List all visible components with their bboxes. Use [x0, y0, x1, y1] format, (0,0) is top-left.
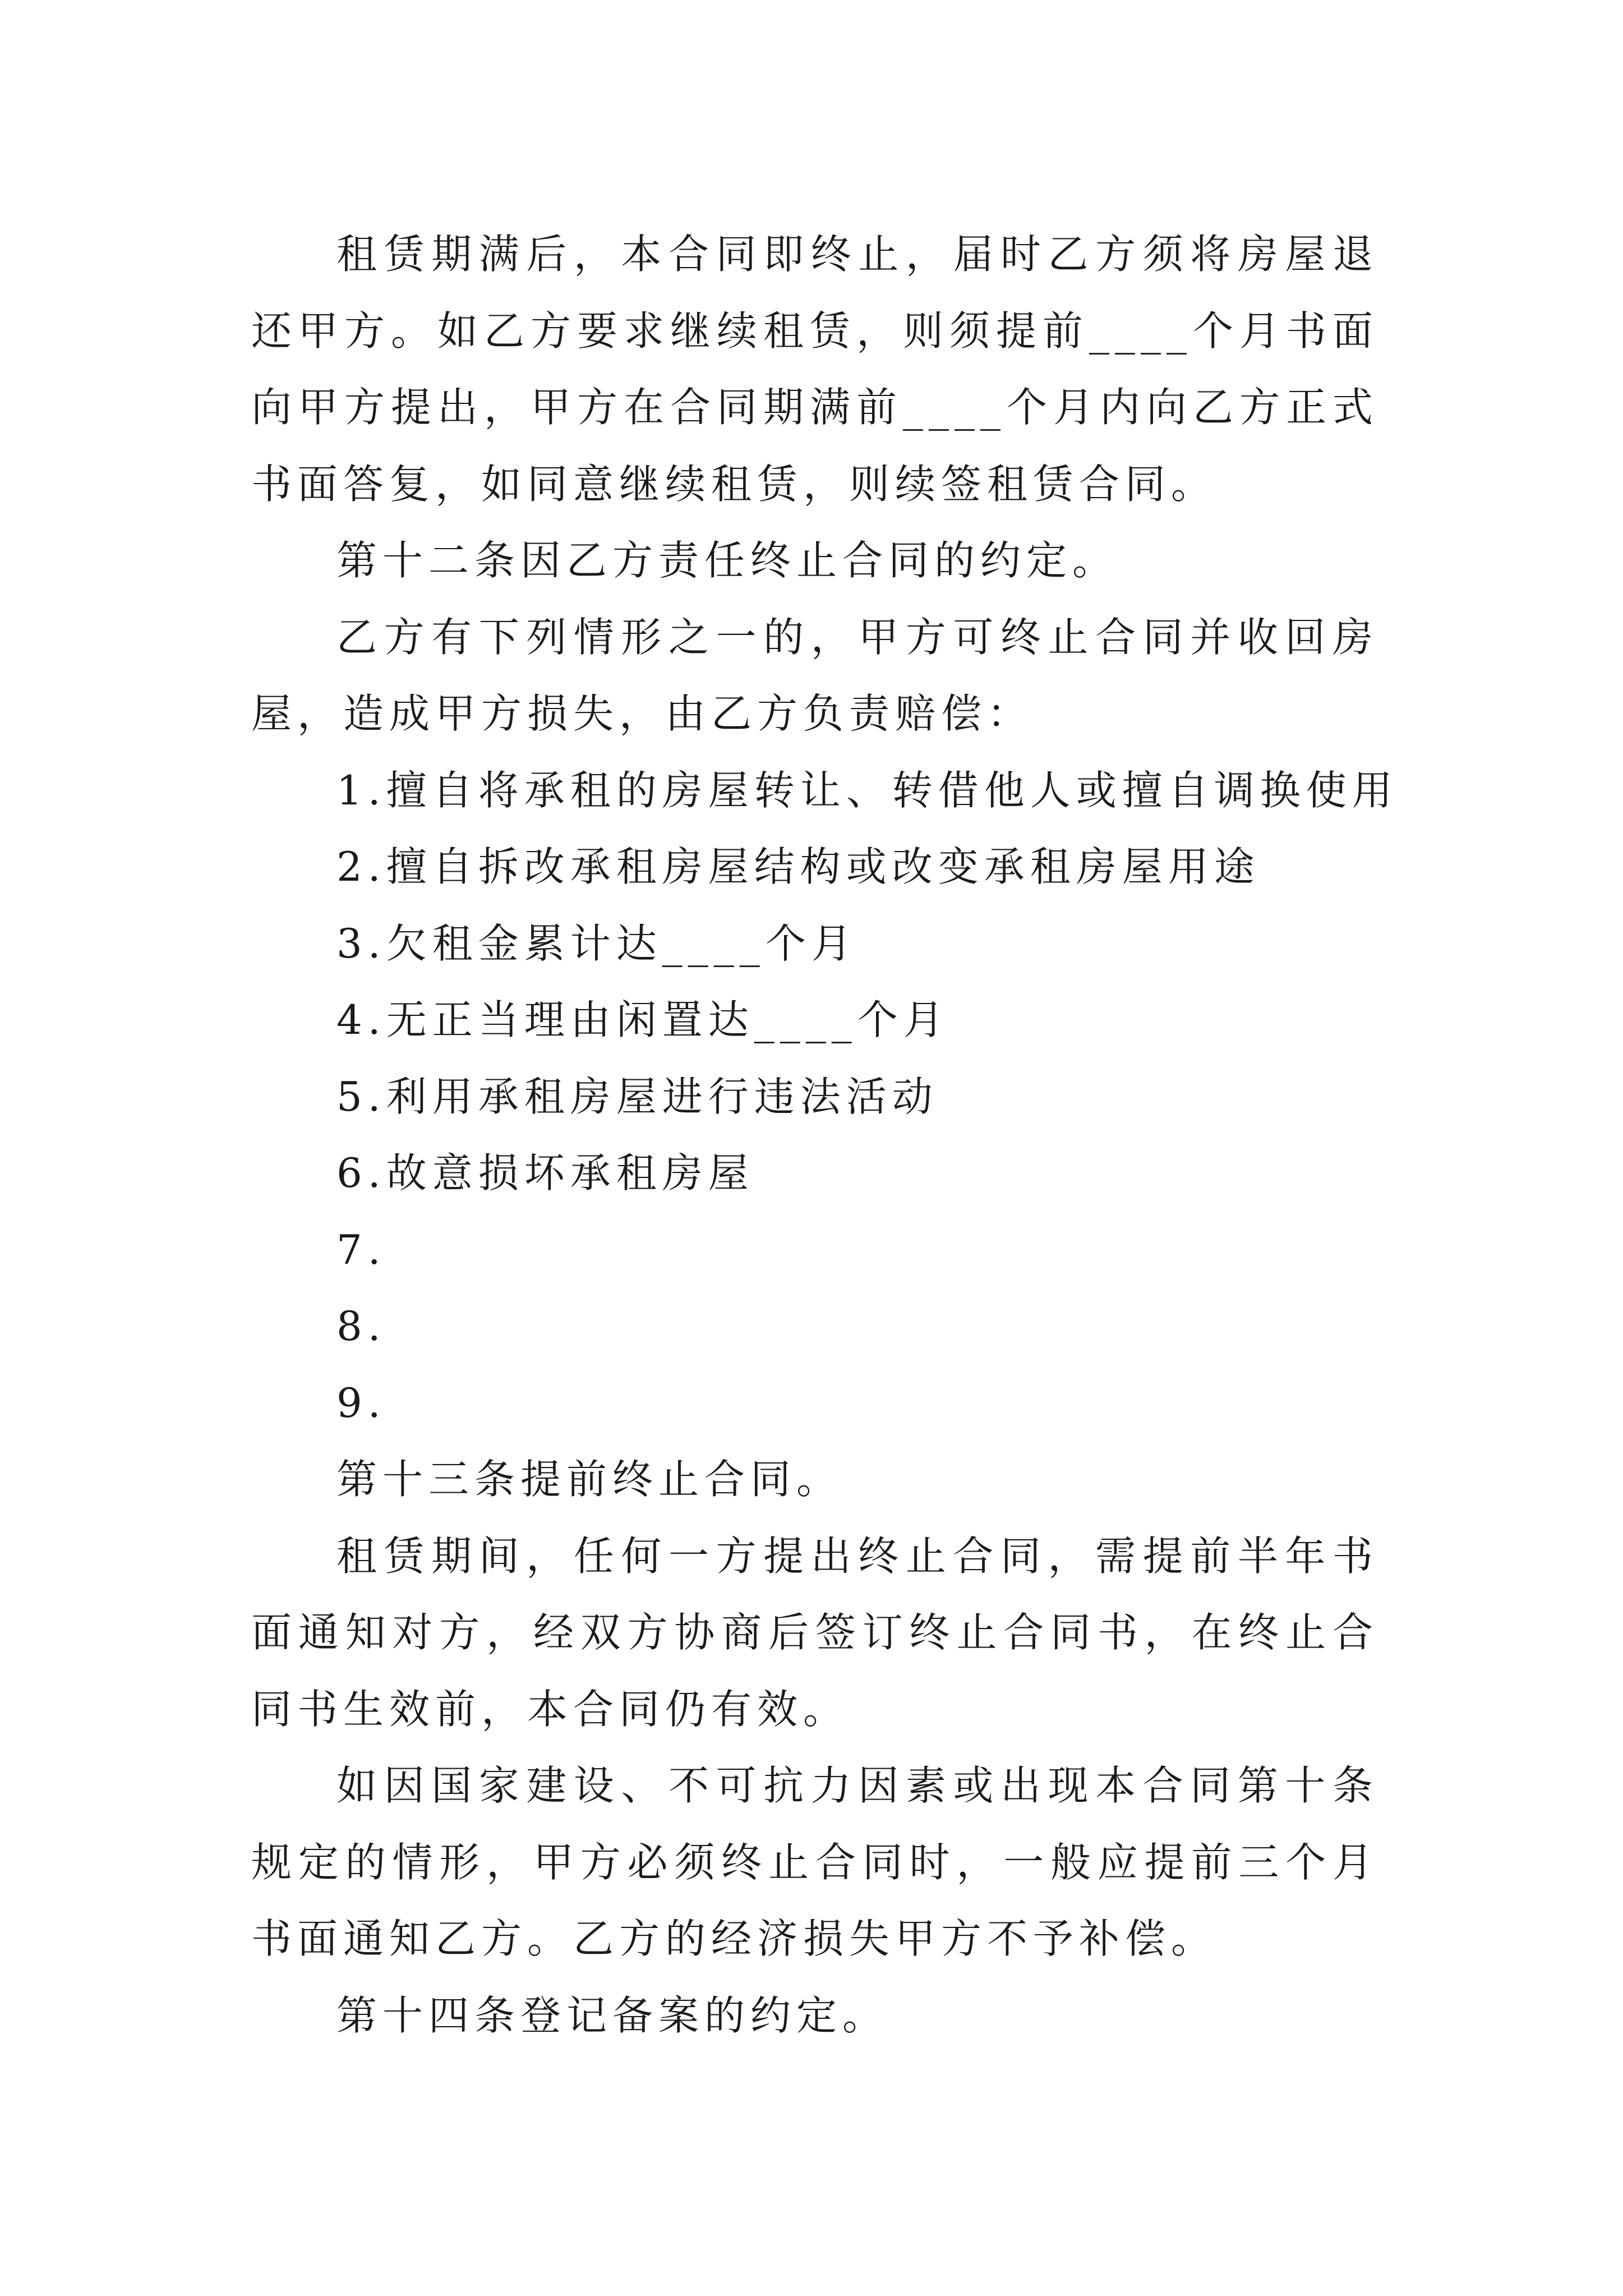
heading-article-12: 第十二条因乙方责任终止合同的约定。 [336, 537, 1119, 584]
heading-article-14: 第十四条登记备案的约定。 [336, 1991, 889, 2039]
list-item-2: 2.擅自拆改承租房屋结构或改变承租房屋用途 [336, 843, 1260, 890]
list-item-5: 5.利用承租房屋进行违法活动 [336, 1073, 938, 1120]
list-item-4: 4.无正当理由闲置达____个月 [336, 996, 949, 1043]
paragraph-termination-conditions: 乙方有下列情形之一的，甲方可终止合同并收回房屋，造成甲方损失，由乙方负责赔偿： [251, 613, 1378, 737]
document-body [251, 216, 1398, 2054]
list-item-8: 8. [336, 1303, 386, 1350]
list-item-7: 7. [336, 1226, 386, 1273]
list-item-6: 6.故意损坏承租房屋 [336, 1149, 754, 1197]
list-item-3: 3.欠租金累计达____个月 [336, 919, 857, 967]
paragraph-force-majeure: 如因国家建设、不可抗力因素或出现本合同第十条规定的情形，甲方必须终止合同时，一般应提前三个月书面通知乙方。乙方的经济损失甲方不予补偿。 [251, 1762, 1378, 1962]
paragraph-lease-expiry: 租赁期满后，本合同即终止，届时乙方须将房屋退还甲方。如乙方要求继续租赁，则须提前____个月书面向甲方提出，甲方在合同期满前____个月内向乙方正式书面答复，如同意继续租赁，则续签租赁合同。 [251, 231, 1378, 508]
heading-article-13: 第十三条提前终止合同。 [336, 1456, 843, 1503]
paragraph-early-termination: 租赁期间，任何一方提出终止合同，需提前半年书面通知对方，经双方协商后签订终止合同书，在终止合同书生效前，本合同仍有效。 [251, 1532, 1378, 1733]
list-item-9: 9. [336, 1379, 386, 1427]
list-item-1: 1.擅自将承租的房屋转让、转借他人或擅自调换使用 [336, 766, 1398, 814]
